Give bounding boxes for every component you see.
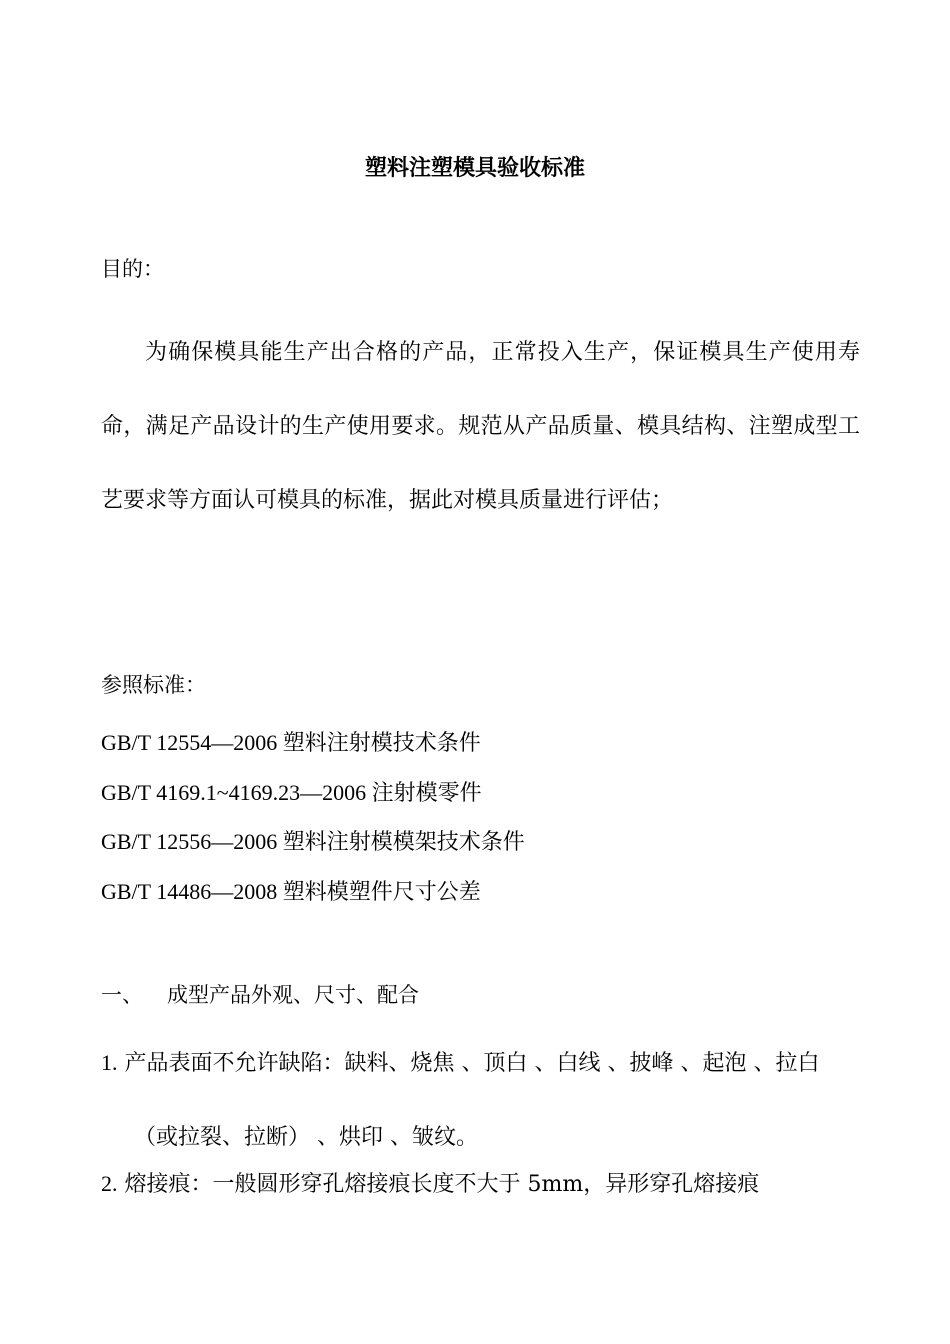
section-1-number: 一、 [101,983,143,1007]
item-1-marker: 1. [101,1050,118,1075]
section-1-title: 成型产品外观、尺寸、配合 [167,983,419,1007]
section-1-item-2 [101,1160,860,1209]
purpose-paragraph: 为确保模具能生产出合格的产品，正常投入生产，保证模具生产使用寿命，满足产品设计的生产使用要求。规范从产品质量、模具结构、注塑成型工艺要求等方面认可模具的标准，据此对模具质量进行评估； [101,340,860,513]
item-2-marker: 2. [101,1171,118,1196]
reference-item: GB/T 12554—2006 塑料注射模技术条件 [101,730,481,755]
document-title: 塑料注塑模具验收标准 [364,156,585,181]
item-1-text: 产品表面不允许缺陷：缺料、烧焦 、顶白 、白线 、披峰 、起泡 、拉白（或拉裂、拉断） 、烘印 、皱纹。 [124,1051,820,1150]
reference-item: GB/T 12556—2006 塑料注射模模架技术条件 [101,829,525,855]
section-1-heading [101,980,419,1010]
purpose-heading: 目的： [101,257,164,281]
references-heading: 参照标准： [101,673,206,697]
reference-item: GB/T 4169.1~4169.23—2006 注射模零件 [101,779,482,805]
reference-item: GB/T 14486—2008 塑料模塑件尺寸公差 [101,878,481,904]
item-2-text: 熔接痕：一般圆形穿孔熔接痕长度不大于 5mm，异形穿孔熔接痕 [124,1172,760,1197]
section-1-item-1 [101,1026,860,1175]
references-list [101,718,525,916]
